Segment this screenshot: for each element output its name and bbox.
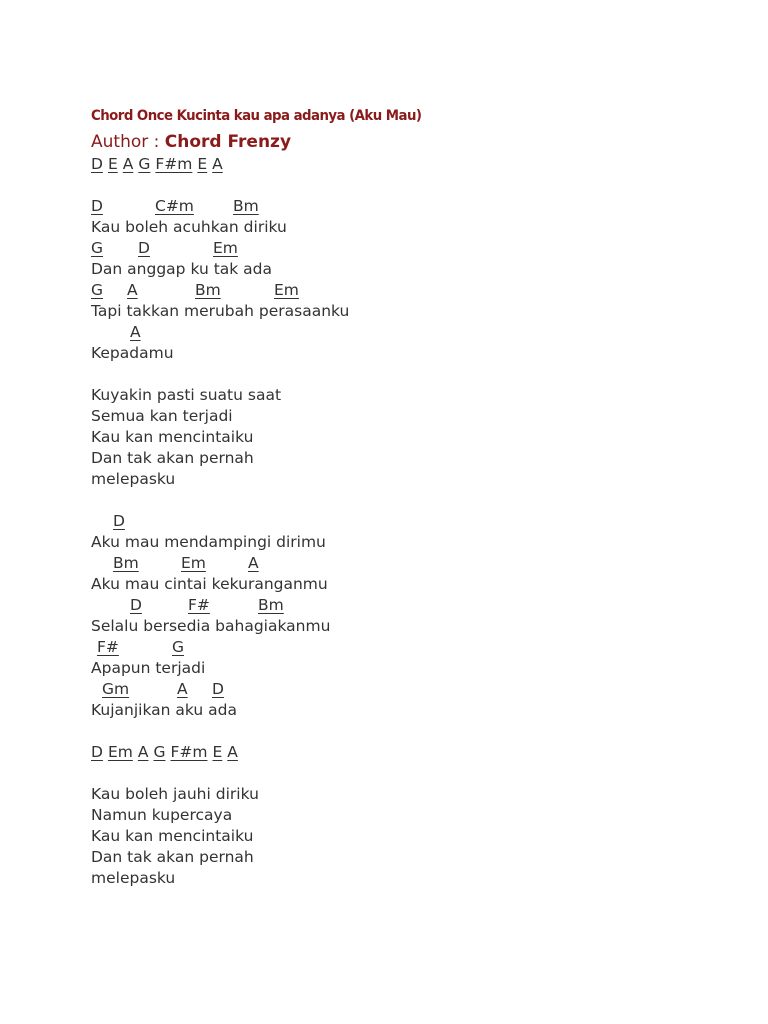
intro-chords xyxy=(91,154,731,175)
lyric-line: Apapun terjadi xyxy=(91,659,206,677)
chord: A xyxy=(177,680,188,698)
chord-line xyxy=(91,511,731,532)
lyric-line: Kau boleh acuhkan diriku xyxy=(91,218,287,236)
chord: C#m xyxy=(155,197,194,215)
lyric-line: Semua kan terjadi xyxy=(91,407,233,425)
chord: F#m xyxy=(170,743,208,761)
lyric-line: Dan anggap ku tak ada xyxy=(91,260,273,278)
chord: Em xyxy=(274,281,299,299)
lyric-line: Kau boleh jauhi diriku xyxy=(91,785,259,803)
chord: A xyxy=(248,554,259,572)
spacer xyxy=(91,721,731,742)
chord: A xyxy=(130,323,141,341)
lyric-line: Namun kupercaya xyxy=(91,806,233,824)
lyric-line: Dan tak akan pernah xyxy=(91,848,254,866)
chord: A xyxy=(227,743,238,761)
chord: G xyxy=(172,638,185,656)
spacer xyxy=(91,364,731,385)
chord: A xyxy=(212,155,223,173)
chord: G xyxy=(153,743,166,761)
chord: F# xyxy=(188,596,210,614)
author-label: Author : xyxy=(91,132,165,152)
spacer xyxy=(91,490,731,511)
author-name: Chord Frenzy xyxy=(164,132,292,152)
song-title: Chord Once Kucinta kau apa adanya (Aku Mau) xyxy=(91,108,422,124)
chord: D xyxy=(130,596,142,614)
chord-sheet xyxy=(91,104,731,889)
chord: Bm xyxy=(233,197,259,215)
chord: A xyxy=(127,281,138,299)
chord: D xyxy=(91,197,103,215)
chord: Em xyxy=(213,239,238,257)
chord: D xyxy=(91,743,103,761)
lyric-line: Kau kan mencintaiku xyxy=(91,428,254,446)
chord-line xyxy=(91,553,731,574)
pre-chorus xyxy=(91,385,731,490)
lyric-line: Selalu bersedia bahagiakanmu xyxy=(91,617,331,635)
chord-line xyxy=(91,637,731,658)
verse-1 xyxy=(91,196,731,364)
lyric-line: Dan tak akan pernah xyxy=(91,449,254,467)
chord: G xyxy=(91,281,104,299)
lyric-line: Kepadamu xyxy=(91,344,174,362)
interlude-chords xyxy=(91,742,731,763)
chord: G xyxy=(91,239,104,257)
chord: G xyxy=(138,155,151,173)
lyric-line: Tapi takkan merubah perasaanku xyxy=(91,302,350,320)
chord: E xyxy=(212,743,223,761)
chord: Bm xyxy=(195,281,221,299)
lyric-line: Kujanjikan aku ada xyxy=(91,701,237,719)
chord: D xyxy=(138,239,150,257)
chord: D xyxy=(113,512,125,530)
chord: F#m xyxy=(155,155,193,173)
chord: Em xyxy=(107,743,133,761)
lyric-line: Aku mau mendampingi dirimu xyxy=(91,533,326,551)
lyric-line: melepasku xyxy=(91,470,176,488)
lyric-line: Aku mau cintai kekuranganmu xyxy=(91,575,328,593)
spacer xyxy=(91,175,731,196)
chord-line xyxy=(91,238,731,259)
chord-line xyxy=(91,595,731,616)
chord: Gm xyxy=(102,680,130,698)
spacer xyxy=(91,763,731,784)
chord: Bm xyxy=(113,554,139,572)
chord-line xyxy=(91,280,731,301)
chord-line xyxy=(91,322,731,343)
lyric-line: melepasku xyxy=(91,869,176,887)
chord: E xyxy=(197,155,208,173)
chord: A xyxy=(137,743,149,761)
author-line xyxy=(91,130,731,154)
chord: A xyxy=(122,155,134,173)
chorus xyxy=(91,511,731,721)
chord: D xyxy=(212,680,224,698)
chord-line xyxy=(91,196,731,217)
chord: F# xyxy=(97,638,119,656)
verse-2 xyxy=(91,784,731,889)
chord: E xyxy=(107,155,118,173)
chord-line xyxy=(91,679,731,700)
chord: Em xyxy=(181,554,206,572)
lyric-line: Kuyakin pasti suatu saat xyxy=(91,386,282,404)
chord: Bm xyxy=(258,596,284,614)
chord: D xyxy=(91,155,103,173)
lyric-line: Kau kan mencintaiku xyxy=(91,827,254,845)
